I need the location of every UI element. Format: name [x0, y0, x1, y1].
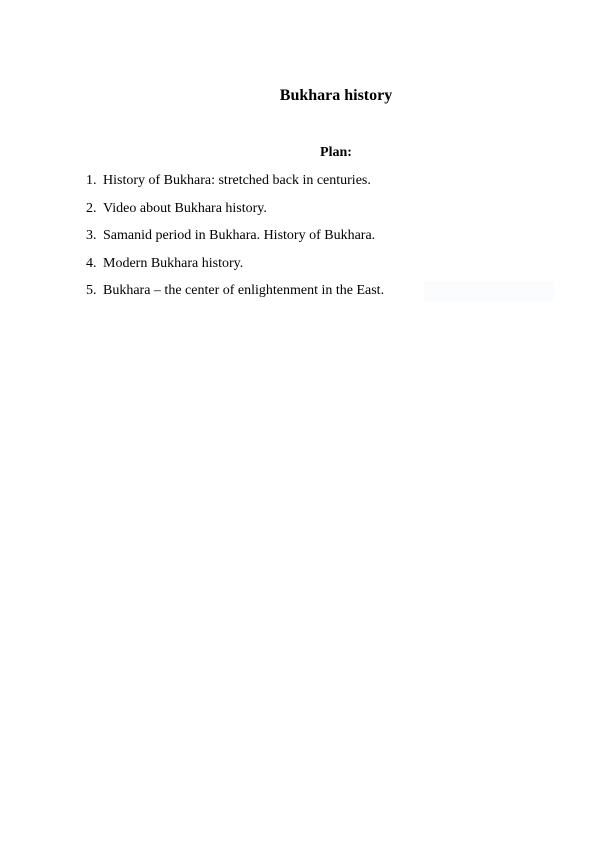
plan-item-5 [86, 282, 556, 310]
document-title: Bukhara history [279, 87, 393, 104]
plan-item-4 [86, 255, 556, 283]
plan-item-text: Modern Bukhara history. [103, 255, 244, 271]
plan-item-text: Bukhara – the center of enlightenment in the East. [103, 283, 385, 298]
plan-item-number: 5. [86, 283, 97, 298]
plan-heading: Plan: [320, 145, 352, 160]
plan-item-text: History of Bukhara: stretched back in centuries. [103, 173, 371, 188]
plan-item-text: Video about Bukhara history. [103, 200, 267, 216]
plan-item-number: 3. [86, 228, 97, 243]
plan-item-3 [86, 227, 556, 255]
plan-item-number: 4. [86, 255, 97, 271]
plan-item-1 [86, 172, 556, 200]
plan-item-text: Samanid period in Bukhara. History of Bukhara. [103, 228, 376, 243]
plan-item-number: 1. [86, 173, 97, 188]
plan-list [86, 172, 556, 310]
plan-item-number: 2. [86, 200, 97, 216]
plan-item-2 [86, 200, 556, 228]
